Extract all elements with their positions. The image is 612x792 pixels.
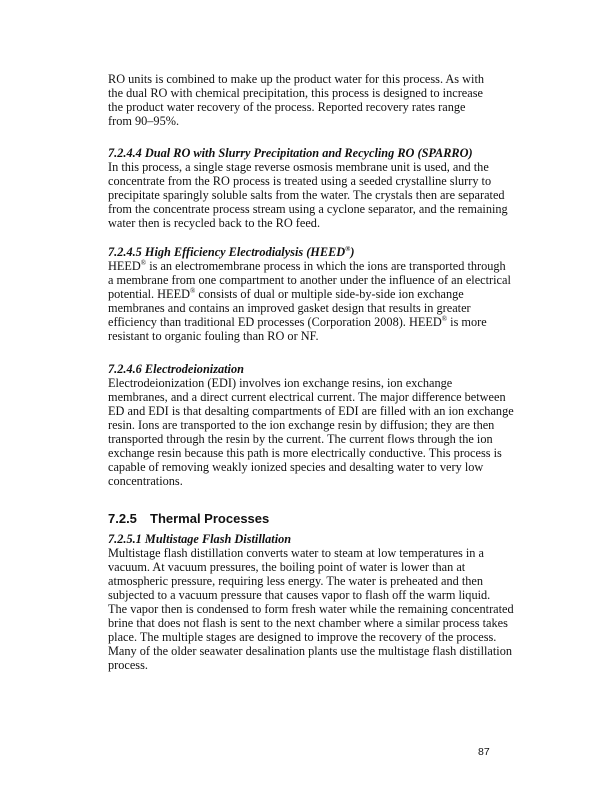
text-line: ED and EDI is that desalting compartments of EDI are filled with an ion exchange [108,404,514,418]
text-line: Electrodeionization (EDI) involves ion exchange resins, ion exchange [108,376,453,390]
section-heading-thermal [108,511,269,526]
text-line: membranes, and a direct current electrical current. The major difference between [108,390,506,404]
text-line: HEED® is an electromembrane process in which the ions are transported through [108,259,506,273]
section-number: 7.2.5 [108,511,137,526]
section-heading: 7.2.4.4 Dual RO with Slurry Precipitation and Recycling RO (SPARRO) [108,146,473,160]
text-line: capable of removing weakly ionized species and desalting water to very low [108,460,484,474]
text-line: RO units is combined to make up the product water for this process. As with [108,72,485,86]
text-line: resistant to organic fouling than RO or NF. [108,329,319,343]
text-line: potential. HEED® consists of dual or multiple side-by-side ion exchange [108,287,464,301]
text-line: concentrations. [108,474,183,488]
registered-mark: ® [345,245,351,253]
section-heading: 7.2.4.5 High Efficiency Electrodialysis (HEED®) [108,245,355,259]
text-line: vacuum. At vacuum pressures, the boiling point of water is lower than at [108,560,466,574]
page-number: 87 [478,746,490,758]
text-line: from the concentrate process stream using a cyclone separator, and the remaining [108,202,508,216]
text-line: a membrane from one compartment to another under the influence of an electrical [108,273,511,287]
section-heading: 7.2.5.1 Multistage Flash Distillation [108,532,292,546]
text-line: precipitate sparingly soluble salts from the water. The crystals then are separated [108,188,505,202]
text-line: The vapor then is condensed to form fresh water while the remaining concentrated [108,602,514,616]
text-line: place. The multiple stages are designed to improve the recovery of the process. [108,630,497,644]
text-line: membranes and contains an improved gasket design that results in greater [108,301,471,315]
section-heed [108,245,518,343]
text-line: transported through the resin by the current. The current flows through the ion [108,432,493,446]
section-msf [108,532,518,672]
text-line: In this process, a single stage reverse osmosis membrane unit is used, and the [108,160,489,174]
text-line: subjected to a vacuum pressure that causes vapor to flash off the warm liquid. [108,588,491,602]
text-line: efficiency than traditional ED processes (Corporation 2008). HEED® is more [108,315,487,329]
section-edi [108,362,518,488]
text-line: concentrate from the RO process is treated using a seeded crystalline slurry to [108,174,492,188]
section-sparro [108,146,518,230]
text-line: the dual RO with chemical precipitation, this process is designed to increase [108,86,483,100]
text-line: from 90–95%. [108,114,180,128]
text-line: atmospheric pressure, requiring less energy. The water is preheated and then [108,574,484,588]
text-line: process. [108,658,148,672]
section-title: Thermal Processes [150,511,270,526]
text-line: Multistage flash distillation converts water to steam at low temperatures in a [108,546,484,560]
text-line: Many of the older seawater desalination plants use the multistage flash distillation [108,644,512,658]
registered-mark: ® [441,315,448,323]
registered-mark: ® [140,259,147,267]
text-line: resin. Ions are transported to the ion exchange resin by diffusion; they are then [108,418,495,432]
intro-paragraph [108,72,518,128]
text-line: the product water recovery of the process. Reported recovery rates range [108,100,466,114]
section-heading: 7.2.4.6 Electrodeionization [108,362,244,376]
registered-mark: ® [189,287,196,295]
text-line: exchange resin because this path is more electrically conductive. This process is [108,446,502,460]
text-line: brine that does not flash is sent to the next chamber where a similar process takes [108,616,508,630]
text-line: water then is recycled back to the RO feed. [108,216,321,230]
